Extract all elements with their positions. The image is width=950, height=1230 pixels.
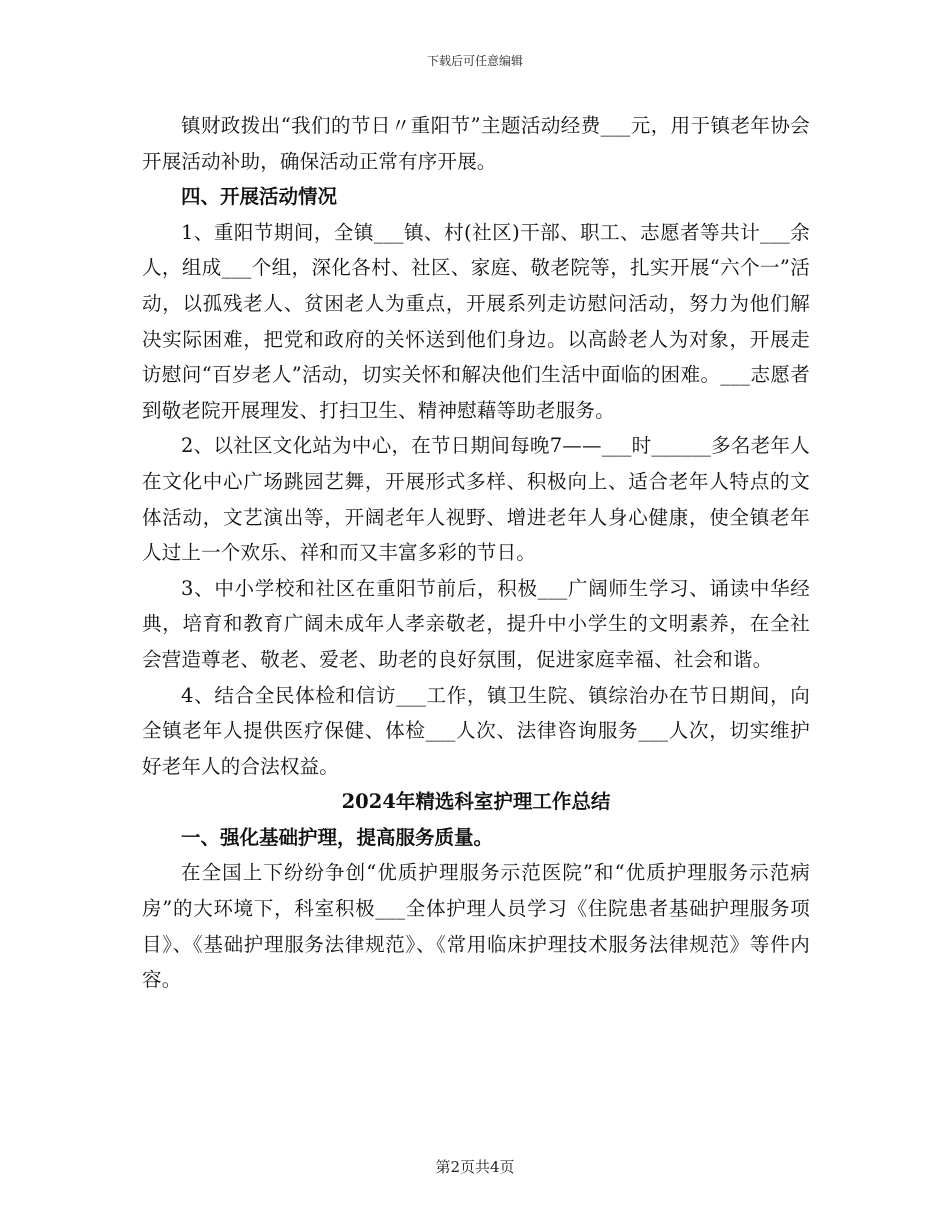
- document-title: 2024年精选科室护理工作总结: [341, 790, 611, 814]
- document-body: [142, 108, 810, 998]
- page-header: 下载后可任意编辑: [426, 54, 523, 68]
- paragraph-item-1: 1、重阳节期间，全镇___镇、村(社区)干部、职工、志愿者等共计___余人，组成___个组，深化各村、社区、家庭、敬老院等，扎实开展“六个一”活动，以孤残老人、贫困老人为重点，开展系列走访慰问活动，努力为他们解决实际困难，把党和政府的关怀送到他们身边。以高龄老人为对象，开展走访慰问“百岁老人”活动，切实关怀和解决他们生活中面临的困难。___志愿者到敬老院开展理发、打扫卫生、精神慰藉等助老服务。: [142, 220, 810, 422]
- section-heading-4: 四、开展活动情况: [181, 185, 338, 209]
- page-number: 第2页共4页: [435, 1158, 515, 1176]
- paragraph-item-2: 2、以社区文化站为中心，在节日期间每晚7——___时______多名老年人在文化中心广场跳园艺舞，开展形式多样、积极向上、适合老年人特点的文体活动，文艺演出等，开阔老年人视野、增进老年人身心健康，使全镇老年人过上一个欢乐、祥和而又丰富多彩的节日。: [142, 434, 810, 565]
- paragraph-item-4: 4、结合全民体检和信访___工作，镇卫生院、镇综治办在节日期间，向全镇老年人提供医疗保健、体检___人次、法律咨询服务___人次，切实维护好老年人的合法权益。: [142, 683, 810, 778]
- section-heading-1: 一、强化基础护理，提高服务质量。: [181, 825, 494, 849]
- paragraph-funding: 镇财政拨出“我们的节日〃重阳节”主题活动经费___元，用于镇老年协会开展活动补助，确保活动正常有序开展。: [142, 114, 810, 173]
- paragraph-nursing: 在全国上下纷纷争创“优质护理服务示范医院”和“优质护理服务示范病房”的大环境下，科室积极___全体护理人员学习《住院患者基础护理服务项目》、《基础护理服务法律规范》、《常用临床护理技术服务法律规范》等件内容。: [142, 861, 810, 992]
- paragraph-item-3: 3、中小学校和社区在重阳节前后，积极___广阔师生学习、诵读中华经典，培育和教育广阔未成年人孝亲敬老，提升中小学生的文明素养，在全社会营造尊老、敬老、爱老、助老的良好氛围，促进家庭幸福、社会和谐。: [142, 576, 810, 671]
